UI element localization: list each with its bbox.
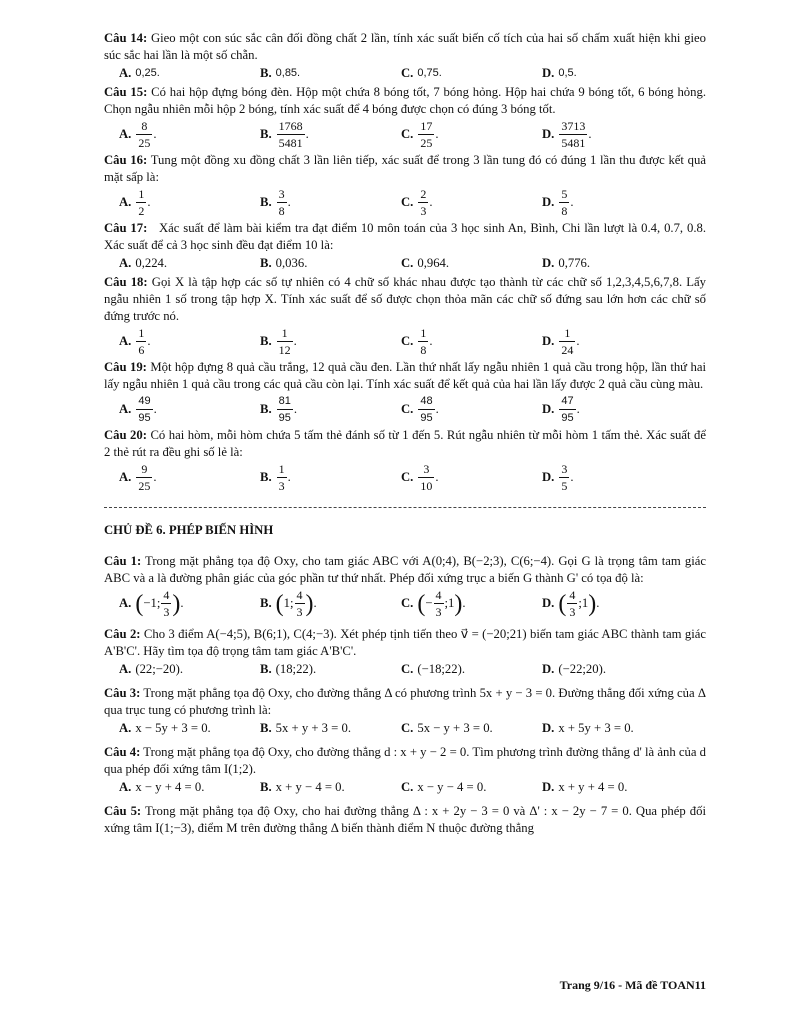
numerator: 47 — [561, 395, 574, 407]
option-d — [542, 720, 683, 737]
option-key: C. — [401, 402, 414, 416]
option-key: D. — [542, 662, 555, 676]
denominator: 25 — [138, 479, 151, 493]
option-b — [260, 779, 401, 796]
close-paren: ) — [172, 590, 181, 617]
option-key: D. — [542, 780, 555, 794]
fraction — [559, 394, 575, 425]
option-a: A. ( −1; $\frac{4}{3}$ ) . — [119, 588, 184, 619]
option-d — [542, 661, 683, 678]
coord-prefix: 1; — [283, 596, 294, 610]
option-key: D. — [542, 256, 555, 270]
question-label: Câu 5: — [104, 804, 142, 818]
option-key: A. — [119, 402, 132, 416]
options-15 — [119, 119, 706, 150]
numerator: 1 — [138, 187, 145, 201]
numerator: 1768 — [278, 119, 303, 133]
question-text: Trong mặt phẳng tọa độ Oxy, cho tam giác ABC với A(0;4), B(−2;3), C(6;−4). Gọi G là trọng tâm tam giác ABC và a là đường phân giác của góc phần tư thứ nhất. Phép đối xứng trục a biến G thành G' có tọa độ là: — [104, 554, 706, 585]
option-key: D. — [542, 334, 555, 348]
numerator: 5 — [561, 187, 568, 201]
fraction — [418, 394, 434, 425]
option-key: A. — [119, 66, 132, 80]
denominator: 3 — [163, 605, 170, 619]
option-key: D. — [542, 402, 555, 416]
question-label: Câu 1: — [104, 554, 142, 568]
fraction — [136, 119, 152, 150]
question-text: Gọi X là tập hợp các số tự nhiên có 4 chữ số khác nhau được tạo thành từ các chữ số 1,2,3,4,5,6,7,8. Lấy ngẫu nhiên 1 số trong tập hợp X. Tính xác suất để số được chọn thỏa mãn các chữ số đứng sau lớn hơn các chữ số đứng trước nó. — [104, 275, 706, 323]
fraction — [277, 462, 287, 493]
option-a: A. $\frac{9}{25}$ . — [119, 462, 157, 493]
open-paren: ( — [558, 590, 567, 617]
option-key: B. — [260, 195, 272, 209]
denominator: 5481 — [278, 136, 303, 150]
denominator: 95 — [277, 409, 293, 425]
denominator: 95 — [559, 409, 575, 425]
fraction — [277, 394, 293, 425]
option-b: B. $\frac{1}{12}$ . — [260, 326, 297, 357]
option-d: D. $\frac{47}{95}$ . — [542, 395, 580, 424]
chapter-title: CHỦ ĐỀ 6. PHÉP BIẾN HÌNH — [104, 523, 274, 537]
option-b — [260, 720, 401, 737]
denominator: 6 — [138, 343, 145, 357]
option-key: B. — [260, 721, 272, 735]
option-key: A. — [119, 662, 132, 676]
chapter-options-4 — [119, 779, 706, 796]
question-17 — [104, 220, 706, 254]
option-key: C. — [401, 66, 414, 80]
option-key: C. — [401, 780, 414, 794]
option-b — [260, 255, 401, 272]
option-key: A. — [119, 780, 132, 794]
option-key: A. — [119, 721, 132, 735]
option-value: 0,85. — [275, 67, 301, 79]
option-value: x − 5y + 3 = 0. — [135, 721, 211, 735]
fraction — [559, 326, 575, 357]
option-a: A. $\frac{8}{25}$ . — [119, 119, 157, 150]
numerator: 8 — [141, 119, 148, 133]
option-c — [401, 65, 542, 82]
fraction — [136, 462, 152, 493]
chapter-question-5 — [104, 803, 706, 837]
numerator: 9 — [141, 462, 148, 476]
chapter-options-2 — [119, 661, 706, 678]
section-divider — [104, 507, 706, 508]
fraction — [418, 119, 434, 150]
fraction — [277, 187, 287, 218]
denominator: 3 — [278, 479, 285, 493]
options-14 — [119, 65, 706, 82]
question-16 — [104, 152, 706, 186]
question-14 — [104, 30, 706, 64]
question-text: Cho 3 điểm A(−4;5), B(6;1), C(4;−3). Xét phép tịnh tiến theo v⃗ = (−20;21) biến tam giác ABC thành tam giác A'B'C'. Hãy tìm tọa độ trọng tâm tam giác A'B'C'. — [104, 627, 706, 658]
option-value: (18;22). — [275, 662, 317, 676]
option-value: (−18;22). — [417, 662, 466, 676]
question-label: Câu 18: — [104, 275, 148, 289]
question-label: Câu 20: — [104, 428, 147, 442]
numerator: 1 — [420, 326, 427, 340]
fraction — [277, 119, 305, 150]
denominator: 3 — [569, 605, 576, 619]
question-label: Câu 19: — [104, 360, 147, 374]
fraction — [418, 187, 428, 218]
question-19 — [104, 359, 706, 393]
numerator: 3 — [561, 462, 568, 476]
question-label: Câu 14: — [104, 31, 148, 45]
option-c — [401, 255, 542, 272]
option-key: B. — [260, 66, 272, 80]
question-label: Câu 17: — [104, 221, 148, 235]
fraction — [567, 588, 577, 619]
option-key: A. — [119, 334, 132, 348]
option-d: D. $\frac{3}{5}$ . — [542, 462, 574, 493]
option-key: A. — [119, 127, 132, 141]
option-key: B. — [260, 127, 272, 141]
numerator: 1 — [281, 326, 288, 340]
question-text: Có hai hộp đựng bóng đèn. Hộp một chứa 8 bóng tốt, 7 bóng hỏng. Hộp hai chứa 9 bóng tốt, 6 bóng hỏng. Chọn ngẫu nhiên mỗi hộp 2 bóng, tính xác suất để 4 bóng được chọn có đúng 3 bóng tốt. — [104, 85, 706, 116]
option-d: D. ( $\frac{4}{3}$ ;1 ) . — [542, 588, 600, 619]
options-19 — [119, 394, 706, 425]
chapter-options-1 — [119, 588, 706, 619]
option-key: C. — [401, 596, 414, 610]
numerator: 4 — [296, 588, 303, 602]
question-label: Câu 15: — [104, 85, 148, 99]
question-20 — [104, 427, 706, 461]
numerator: 1 — [564, 326, 571, 340]
chapter-question-2 — [104, 626, 706, 660]
option-value: 0,5. — [558, 67, 577, 79]
option-value: x + y + 4 = 0. — [558, 780, 628, 794]
option-key: C. — [401, 662, 414, 676]
option-b: B. $\frac{81}{95}$ . — [260, 395, 298, 424]
question-text: Có hai hòm, mỗi hòm chứa 5 tấm thẻ đánh số từ 1 đến 5. Rút ngẫu nhiên từ mỗi hòm 1 tấm thẻ. Xác suất để 2 thẻ rút ra đều ghi số lẻ là: — [104, 428, 706, 459]
page-footer: Trang 9/16 - Mã đề TOAN11 — [559, 978, 706, 992]
fraction — [559, 462, 569, 493]
option-a — [119, 661, 260, 678]
option-value: x + y − 4 = 0. — [275, 780, 345, 794]
option-key: A. — [119, 195, 132, 209]
question-text: Trong mặt phẳng tọa độ Oxy, cho đường thẳng Δ có phương trình 5x + y − 3 = 0. Đường thẳng đối xứng của Δ qua trục tung có phương trình là: — [104, 686, 706, 717]
numerator: 81 — [278, 395, 291, 407]
fraction — [559, 119, 587, 150]
fraction — [136, 394, 152, 425]
option-a — [119, 255, 260, 272]
question-15 — [104, 84, 706, 118]
option-key: D. — [542, 195, 555, 209]
open-paren: ( — [417, 590, 426, 617]
question-text: Xác suất để làm bài kiểm tra đạt điểm 10 môn toán của 3 học sinh An, Bình, Chi lần lượt là 0.4, 0.7, 0.8. Xác suất để cả 3 học sinh đều đạt điểm 10 là: — [104, 221, 707, 252]
close-paren: ) — [454, 590, 463, 617]
fraction — [277, 326, 293, 357]
question-text: Một hộp đựng 8 quả cầu trắng, 12 quả cầu đen. Lần thứ nhất lấy ngẫu nhiên 1 quả cầu trong hộp, lần thứ hai lấy ngẫu nhiên 1 quả cầu trong các quả cầu còn lại. Tính xác suất để kết quả của hai lần lấy được 2 quả cầu cùng màu. — [104, 360, 706, 391]
option-d — [542, 65, 683, 82]
numerator: 1 — [278, 462, 285, 476]
option-value: x − y + 4 = 0. — [135, 780, 205, 794]
question-18 — [104, 274, 706, 325]
chapter-options-3 — [119, 720, 706, 737]
option-key: C. — [401, 195, 414, 209]
open-paren: ( — [135, 590, 144, 617]
numerator: 1 — [138, 326, 145, 340]
option-value: 0,036. — [275, 256, 308, 270]
denominator: 8 — [278, 204, 285, 218]
numerator: 4 — [569, 588, 576, 602]
numerator: 49 — [138, 395, 151, 407]
denominator: 25 — [138, 136, 151, 150]
option-key: C. — [401, 256, 414, 270]
fraction — [161, 588, 171, 619]
fraction — [418, 462, 434, 493]
denominator: 3 — [435, 605, 442, 619]
question-label: Câu 16: — [104, 153, 148, 167]
option-a — [119, 779, 260, 796]
denominator: 95 — [418, 409, 434, 425]
option-c: C. ( − $\frac{4}{3}$ ;1 ) . — [401, 588, 466, 619]
option-key: B. — [260, 662, 272, 676]
option-key: C. — [401, 334, 414, 348]
denominator: 8 — [420, 343, 427, 357]
question-text: Gieo một con súc sắc cân đối đồng chất 2 lần, tính xác suất biến cố tích của hai số chấm xuất hiện khi gieo súc sắc hai lần là một số chẵn. — [104, 31, 707, 62]
options-20 — [119, 462, 706, 493]
option-value: 0,25. — [135, 67, 160, 79]
option-key: A. — [119, 256, 132, 270]
chapter-question-3 — [104, 685, 706, 719]
denominator: 5481 — [561, 136, 586, 150]
option-d: D. $\frac{3713}{5481}$ . — [542, 119, 592, 150]
option-value: (22;−20). — [135, 662, 184, 676]
coord-prefix: −1; — [143, 596, 161, 610]
option-value: 0,75. — [417, 67, 442, 79]
option-value: x + 5y + 3 = 0. — [558, 721, 634, 735]
numerator: 4 — [435, 588, 442, 602]
option-c — [401, 661, 542, 678]
option-d: D. $\frac{1}{24}$ . — [542, 326, 580, 357]
option-a — [119, 720, 260, 737]
option-value: 5x − y + 3 = 0. — [417, 721, 493, 735]
denominator: 3 — [296, 605, 303, 619]
coord-prefix: − — [425, 596, 433, 610]
option-key: D. — [542, 127, 555, 141]
option-b: B. $\frac{1768}{5481}$ . — [260, 119, 309, 150]
option-key: D. — [542, 470, 555, 484]
fraction — [136, 187, 146, 218]
option-b: B. ( 1; $\frac{4}{3}$ ) . — [260, 588, 317, 619]
option-value: 0,776. — [558, 256, 591, 270]
option-value: 0,224. — [135, 256, 168, 270]
numerator: 3 — [278, 187, 285, 201]
close-paren: ) — [588, 590, 597, 617]
option-c: C. $\frac{1}{8}$ . — [401, 326, 433, 357]
question-text: Trong mặt phẳng tọa độ Oxy, cho đường thẳng d : x + y − 2 = 0. Tìm phương trình đường thẳng d' là ảnh của d qua phép đối xứng tâm I(1;2). — [104, 745, 706, 776]
option-key: C. — [401, 470, 414, 484]
option-c: C. $\frac{17}{25}$ . — [401, 119, 439, 150]
numerator: 2 — [420, 187, 427, 201]
options-17 — [119, 255, 706, 272]
fraction — [136, 326, 146, 357]
numerator: 4 — [163, 588, 170, 602]
option-d — [542, 779, 683, 796]
question-label: Câu 4: — [104, 745, 141, 759]
denominator: 12 — [278, 343, 291, 357]
coord-suffix: ;1 — [444, 596, 455, 610]
page-content — [104, 30, 706, 837]
chapter-question-1 — [104, 553, 706, 587]
denominator: 10 — [420, 479, 433, 493]
numerator: 3 — [423, 462, 430, 476]
option-key: B. — [260, 334, 272, 348]
coord-suffix: ;1 — [578, 596, 589, 610]
numerator: 17 — [420, 119, 433, 133]
option-a — [119, 65, 260, 82]
option-b: B. $\frac{1}{3}$ . — [260, 462, 291, 493]
fraction — [418, 326, 428, 357]
option-key: B. — [260, 596, 272, 610]
option-c: C. $\frac{48}{95}$ . — [401, 395, 439, 424]
option-a: A. $\frac{1}{6}$ . — [119, 326, 151, 357]
numerator: 3713 — [561, 119, 586, 133]
option-a: A. $\frac{1}{2}$ . — [119, 187, 151, 218]
option-key: A. — [119, 470, 132, 484]
option-c — [401, 720, 542, 737]
denominator: 3 — [420, 204, 427, 218]
close-paren: ) — [305, 590, 314, 617]
option-key: D. — [542, 596, 555, 610]
question-text: Tung một đồng xu đồng chất 3 lần liên tiếp, xác suất để trong 3 lần tung đó có đúng 1 lần thu được kết quả mặt sấp là: — [104, 153, 706, 184]
option-key: B. — [260, 256, 272, 270]
numerator: 48 — [420, 395, 433, 407]
option-key: A. — [119, 596, 132, 610]
denominator: 5 — [561, 479, 568, 493]
option-key: B. — [260, 780, 272, 794]
option-key: C. — [401, 127, 414, 141]
option-key: D. — [542, 66, 555, 80]
question-label: Câu 2: — [104, 627, 141, 641]
question-label: Câu 3: — [104, 686, 141, 700]
option-c — [401, 779, 542, 796]
fraction — [559, 187, 569, 218]
option-c: C. $\frac{3}{10}$ . — [401, 462, 439, 493]
question-text: Trong mặt phẳng tọa độ Oxy, cho hai đường thẳng Δ : x + 2y − 3 = 0 và Δ' : x − 2y − 7 = 0. Qua phép đối xứng tâm I(1;−3), điểm M trên đường thẳng Δ biến thành điểm N thuộc đường thẳng — [104, 804, 706, 835]
options-18 — [119, 326, 706, 357]
option-key: C. — [401, 721, 414, 735]
denominator: 24 — [561, 343, 574, 357]
option-value: (−22;20). — [558, 662, 607, 676]
option-d — [542, 255, 683, 272]
option-b — [260, 661, 401, 678]
denominator: 95 — [136, 409, 152, 425]
chapter-question-4 — [104, 744, 706, 778]
option-value: 5x + y + 3 = 0. — [275, 721, 352, 735]
option-b — [260, 65, 401, 82]
fraction — [434, 588, 444, 619]
option-d: D. $\frac{5}{8}$ . — [542, 187, 574, 218]
open-paren: ( — [275, 590, 284, 617]
option-key: D. — [542, 721, 555, 735]
option-a: A. $\frac{49}{95}$ . — [119, 395, 157, 424]
option-value: x − y − 4 = 0. — [417, 780, 487, 794]
denominator: 8 — [561, 204, 568, 218]
option-c: C. $\frac{2}{3}$ . — [401, 187, 433, 218]
fraction — [295, 588, 305, 619]
option-b: B. $\frac{3}{8}$ . — [260, 187, 291, 218]
options-16 — [119, 187, 706, 218]
option-key: B. — [260, 470, 272, 484]
denominator: 25 — [420, 136, 433, 150]
option-value: 0,964. — [417, 256, 450, 270]
option-key: B. — [260, 402, 272, 416]
denominator: 2 — [138, 204, 145, 218]
